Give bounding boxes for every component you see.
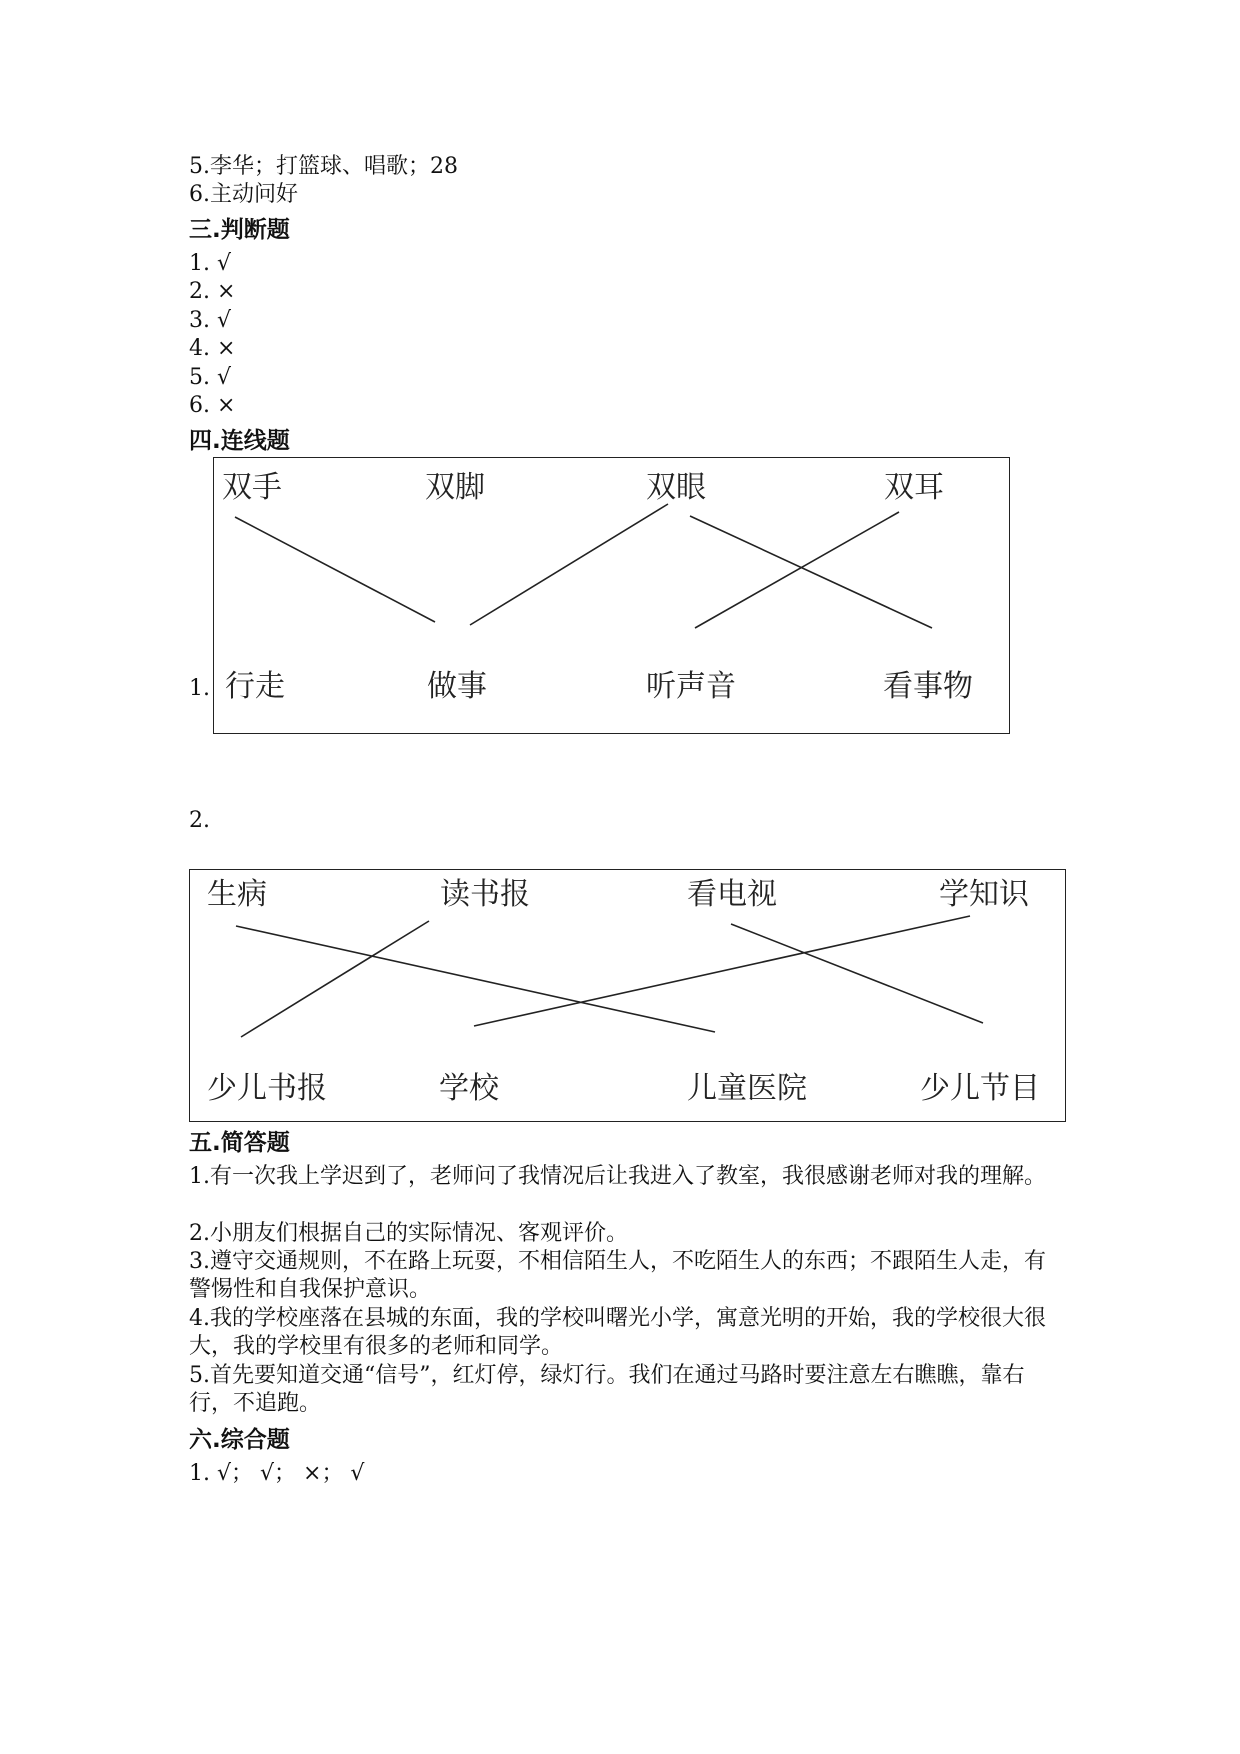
match-top-word: 双手 xyxy=(222,470,282,505)
match-bottom-word: 儿童医院 xyxy=(687,1071,807,1106)
answer-line: 6.主动问好 xyxy=(189,182,298,207)
question-number: 1. xyxy=(189,676,210,701)
section-heading-short-answer: 五.简答题 xyxy=(189,1130,290,1156)
match-top-word: 双脚 xyxy=(425,470,485,505)
short-answer-item: 2.小朋友们根据自己的实际情况、客观评价。 xyxy=(189,1221,628,1246)
judgement-item: 2. × xyxy=(189,279,236,304)
match-top-word: 双耳 xyxy=(884,470,944,505)
section-heading-matching: 四.连线题 xyxy=(189,428,290,454)
match-bottom-word: 学校 xyxy=(439,1071,499,1106)
match-bottom-word: 看事物 xyxy=(883,669,973,704)
match-top-word: 读书报 xyxy=(440,877,530,912)
short-answer-item: 5.首先要知道交通“信号”，红灯停，绿灯行。我们在通过马路时要注意左右瞧瞧，靠右行，不追跑。 xyxy=(189,1363,1025,1416)
section-heading-judgement: 三.判断题 xyxy=(189,217,290,243)
match-bottom-word: 少儿节目 xyxy=(920,1071,1040,1106)
match-top-word: 双眼 xyxy=(646,470,706,505)
question-number: 2. xyxy=(189,808,210,833)
answer-line: 5.李华；打篮球、唱歌；28 xyxy=(189,154,458,179)
match-bottom-word: 听声音 xyxy=(646,669,736,704)
judgement-item: 5. √ xyxy=(189,365,232,390)
judgement-item: 4. × xyxy=(189,336,236,361)
match-top-word: 学知识 xyxy=(939,877,1029,912)
matching-figure-2 xyxy=(189,869,1066,1122)
judgement-item: 6. × xyxy=(189,393,236,418)
matching-figure-1 xyxy=(213,457,1010,734)
judgement-item: 3. √ xyxy=(189,308,232,333)
judgement-item: 1. √ xyxy=(189,251,232,276)
match-top-word: 生病 xyxy=(207,877,267,912)
match-top-word: 看电视 xyxy=(687,877,777,912)
match-bottom-word: 少儿书报 xyxy=(207,1071,327,1106)
short-answer-item: 1.有一次我上学迟到了，老师问了我情况后让我进入了教室，我很感谢老师对我的理解。 xyxy=(189,1164,1046,1189)
section-heading-comprehensive: 六.综合题 xyxy=(189,1427,290,1453)
match-bottom-word: 行走 xyxy=(225,669,285,704)
comprehensive-item: 1. √； √； ×； √ xyxy=(189,1461,365,1486)
short-answer-item: 4.我的学校座落在县城的东面，我的学校叫曙光小学，寓意光明的开始，我的学校很大很大，我的学校里有很多的老师和同学。 xyxy=(189,1306,1046,1359)
match-bottom-word: 做事 xyxy=(427,669,487,704)
short-answer-item: 3.遵守交通规则，不在路上玩耍，不相信陌生人，不吃陌生人的东西；不跟陌生人走，有警惕性和自我保护意识。 xyxy=(189,1249,1046,1302)
